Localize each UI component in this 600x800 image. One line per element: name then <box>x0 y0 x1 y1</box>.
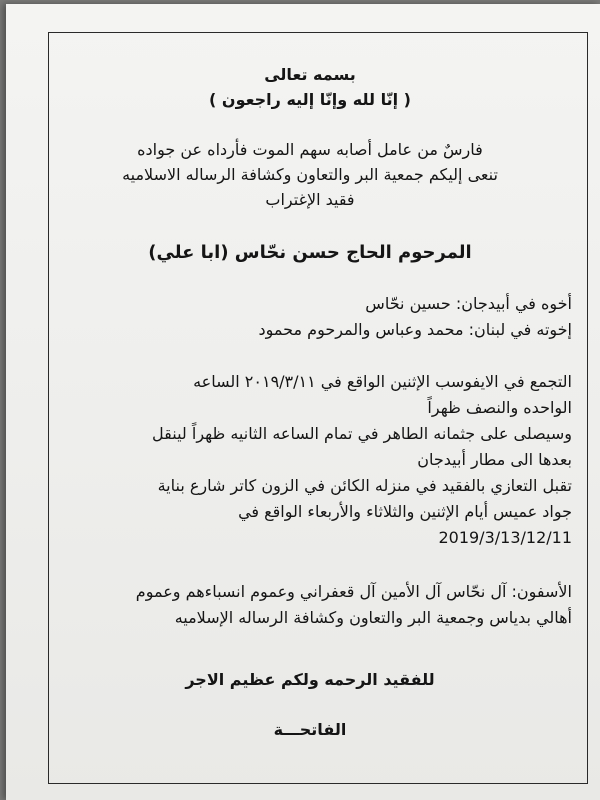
prayer-line-1: وسيصلى على جثمانه الطاهر في تمام الساعه الثانيه ظهراً لينقل <box>152 424 572 443</box>
condolences-dates: 2019/3/13/12/11 <box>438 528 572 547</box>
mourners-line-2: أهالي بدياس وجمعية البر والتعاون وكشافة الرساله الإسلاميه <box>174 608 572 627</box>
deceased-name: المرحوم الحاج حسن نحّاس (ابا علي) <box>148 242 472 263</box>
intro-line-3: فقيد الإغتراب <box>265 190 355 209</box>
condolences-line-1: تقبل التعازي بالفقيد في منزله الكائن في الزون كاتر شارع بناية <box>157 476 572 495</box>
intro-line-1: فارسٌ من عامل أصابه سهم الموت فأرداه عن جواده <box>137 140 483 159</box>
intro-line-2: تنعى إليكم جمعية البر والتعاون وكشافة الرساله الاسلاميه <box>122 165 498 184</box>
condolences-line-2: جواد عميس أيام الإثنين والثلاثاء والأربعاء الواقع في <box>238 502 572 521</box>
brother-abidjan: أخوه في أبيدجان: حسين نحّاس <box>365 294 572 313</box>
gathering-line-2: الواحده والنصف ظهراً <box>427 398 572 417</box>
prayer-line-2: بعدها الى مطار أبيدجان <box>417 450 572 469</box>
quran-verse: ( إنّا لله وإنّا إليه راجعون ) <box>209 90 411 109</box>
basmala-heading: بسمه تعالى <box>264 65 356 84</box>
mourners-line-1: الأسفون: آل نحّاس آل الأمين آل قعفراني وعموم انسباءهم وعموم <box>135 582 572 601</box>
brothers-lebanon: إخوته في لبنان: محمد وعباس والمرحوم محمود <box>258 320 572 339</box>
fatiha-heading: الفاتحـــة <box>273 720 347 739</box>
closing-prayer: للفقيد الرحمه ولكم عظيم الاجر <box>185 670 435 689</box>
gathering-line-1: التجمع في الايفوسب الإثنين الواقع في ٢٠١٩/٣/١١ الساعه <box>193 372 572 391</box>
